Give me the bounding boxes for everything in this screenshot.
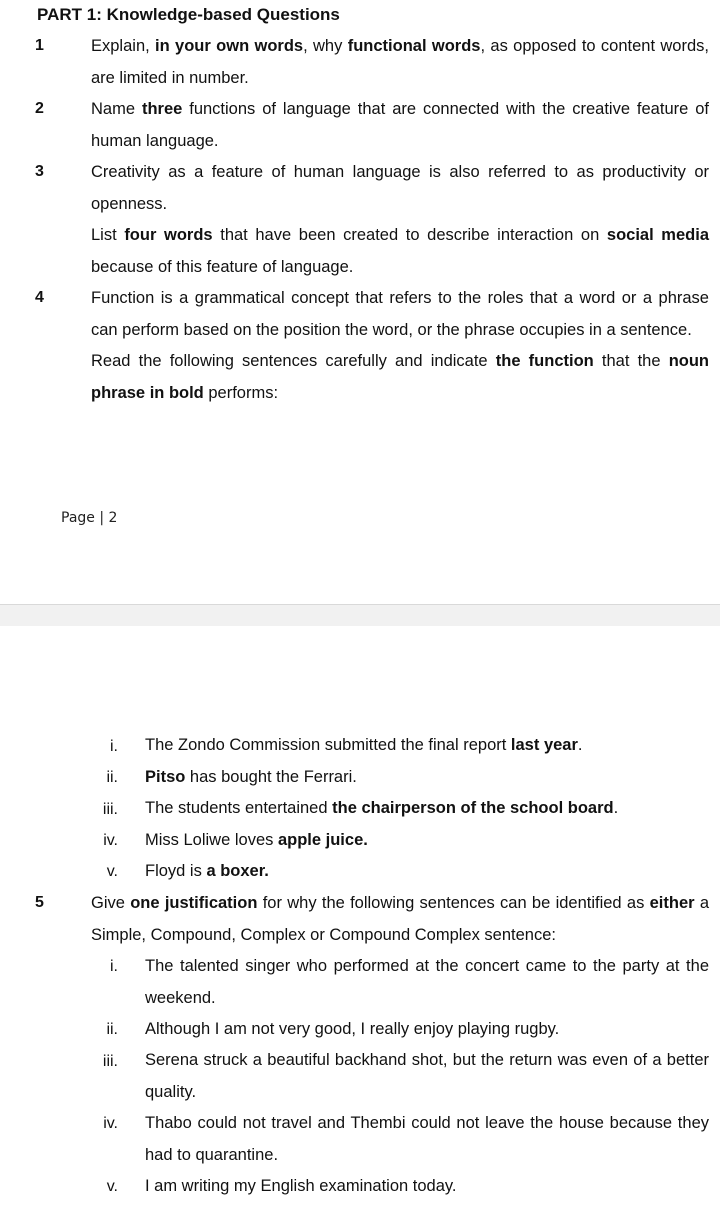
document-page-1 bbox=[0, 0, 720, 604]
q5-item-5-numeral: v. bbox=[106, 1178, 118, 1195]
question-3-text: Creativity as a feature of human language is also referred to as productivity or openness. List four words that have been created to describe interaction on social media because of this feature of language. bbox=[91, 163, 709, 276]
q4-item-2: Pitso has bought the Ferrari. bbox=[145, 768, 357, 786]
question-4-text: Function is a grammatical concept that refers to the roles that a word or a phrase can perform based on the position the word, or the phrase occupies in a sentence. Read the following sentences carefully and indicate the function that the noun phrase in bold performs: bbox=[91, 289, 710, 402]
section-heading: PART 1: Knowledge-based Questions bbox=[37, 5, 340, 24]
q4-item-3-numeral: iii. bbox=[102, 801, 118, 818]
q4-item-5-numeral: v. bbox=[106, 863, 118, 880]
q4-item-2-numeral: ii. bbox=[106, 769, 118, 786]
question-1-text: Explain, in your own words, why functional words, as opposed to content words, are limited in number. bbox=[91, 37, 709, 87]
q4-item-3: The students entertained the chairperson of the school board. bbox=[145, 799, 619, 817]
q5-item-4-numeral: iv. bbox=[103, 1115, 118, 1132]
q4-item-5: Floyd is a boxer. bbox=[145, 862, 269, 880]
question-1-number: 1 bbox=[35, 37, 44, 54]
q5-item-1-numeral: i. bbox=[110, 958, 118, 975]
q5-item-3: Serena struck a beautiful backhand shot, but the return was even of a better quality. bbox=[145, 1051, 709, 1101]
q5-item-2: Although I am not very good, I really enjoy playing rugby. bbox=[145, 1020, 560, 1038]
question-5-text: Give one justification for why the following sentences can be identified as either a Simple, Compound, Complex or Compound Complex sentence: bbox=[91, 894, 710, 944]
q5-item-2-numeral: ii. bbox=[106, 1021, 118, 1038]
page-separator bbox=[0, 604, 720, 626]
q5-item-5: I am writing my English examination today. bbox=[145, 1177, 457, 1195]
question-2-number: 2 bbox=[35, 100, 44, 117]
q4-item-1-numeral: i. bbox=[110, 738, 118, 755]
question-4-number: 4 bbox=[35, 289, 44, 306]
q4-item-4-numeral: iv. bbox=[103, 832, 118, 849]
question-2-text: Name three functions of language that are connected with the creative feature of human language. bbox=[91, 100, 709, 150]
q4-item-1: The Zondo Commission submitted the final report last year. bbox=[145, 736, 583, 754]
q5-item-3-numeral: iii. bbox=[102, 1053, 118, 1070]
question-3-number: 3 bbox=[35, 163, 44, 180]
q5-item-1: The talented singer who performed at the concert came to the party at the weekend. bbox=[145, 957, 709, 1007]
question-5-number: 5 bbox=[35, 894, 44, 911]
q5-item-4: Thabo could not travel and Thembi could not leave the house because they had to quarantine. bbox=[145, 1114, 709, 1164]
document-page-2 bbox=[0, 626, 720, 1215]
q4-item-4: Miss Loliwe loves apple juice. bbox=[145, 831, 368, 849]
page-footer: Page | 2 bbox=[61, 510, 118, 526]
